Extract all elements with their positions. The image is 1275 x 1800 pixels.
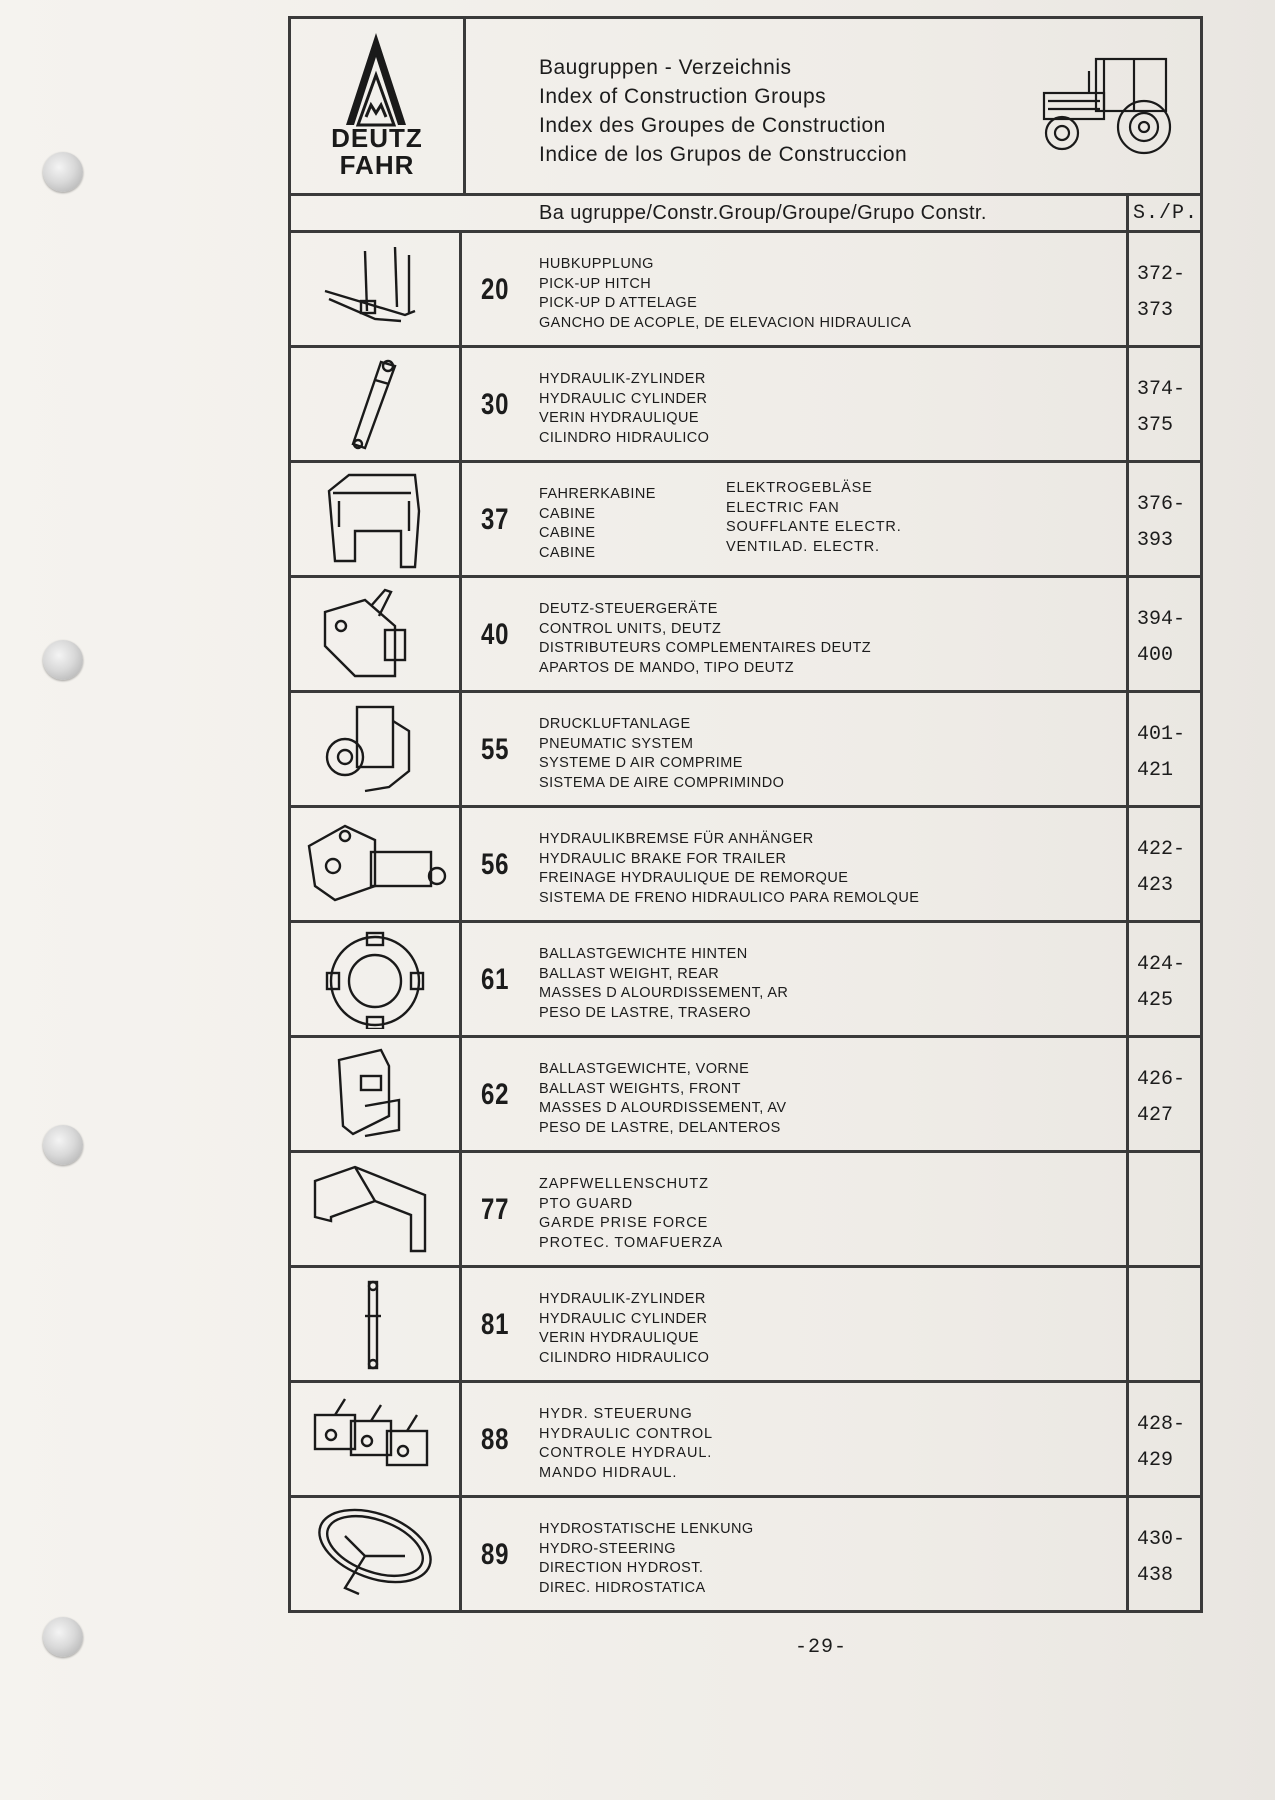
desc-fr: MASSES D ALOURDISSEMENT, AV: [539, 1100, 787, 1116]
page-end: 427: [1137, 1104, 1174, 1127]
desc-en: HYDRAULIC CYLINDER: [539, 1310, 708, 1327]
page-end: 393: [1137, 529, 1174, 552]
brand-line-2: FAHR: [339, 150, 415, 180]
rear-weight-icon: [305, 931, 445, 1029]
desc-es: PESO DE LASTRE, TRASERO: [539, 1004, 751, 1021]
page-range: [1126, 808, 1200, 920]
group-row: [291, 233, 1200, 348]
group-description: [539, 1520, 754, 1598]
group-row: [291, 923, 1200, 1038]
group-image: [291, 348, 462, 460]
cab-icon: [305, 471, 445, 569]
page-start: 426-: [1137, 1068, 1186, 1091]
page-start: 401-: [1137, 723, 1186, 746]
desc-de: HYDR. STEUERUNG: [539, 1406, 693, 1422]
group-image: [291, 1268, 462, 1380]
page-range: [1126, 1038, 1200, 1150]
steering-wheel-icon: [305, 1506, 445, 1604]
desc-es: PESO DE LASTRE, DELANTEROS: [539, 1119, 781, 1136]
group-number: 77: [481, 1193, 510, 1226]
compressor-icon: [305, 701, 445, 799]
group-row: [291, 348, 1200, 463]
desc-fr: VERIN HYDRAULIQUE: [539, 1330, 699, 1346]
desc-en: PICK-UP HITCH: [539, 275, 652, 292]
title-french: Index des Groupes de Construction: [539, 114, 886, 137]
group-description: [539, 255, 911, 333]
desc-en: PNEUMATIC SYSTEM: [539, 735, 694, 752]
page-end: 438: [1137, 1564, 1174, 1587]
desc-en: CONTROL UNITS, DEUTZ: [539, 620, 722, 637]
title-english: Index of Construction Groups: [539, 85, 827, 108]
group-image: [291, 693, 462, 805]
desc-fr: CABINE: [539, 525, 596, 541]
group-image: [291, 233, 462, 345]
desc2-fr: SOUFFLANTE ELECTR.: [726, 519, 902, 535]
page-range: [1126, 233, 1200, 345]
page-range: [1126, 578, 1200, 690]
page-range: [1126, 1383, 1200, 1495]
group-number: 55: [481, 733, 510, 766]
group-image: [291, 808, 462, 920]
desc-fr: GARDE PRISE FORCE: [539, 1215, 709, 1231]
page-number: -29-: [795, 1636, 848, 1659]
brand-line-1: DEUTZ: [331, 123, 423, 153]
title-german: Baugruppen - Verzeichnis: [539, 56, 792, 79]
desc-de: DEUTZ-STEUERGERÄTE: [539, 601, 718, 617]
group-number: 62: [481, 1078, 510, 1111]
page-range: [1126, 1268, 1200, 1380]
page-start: 428-: [1137, 1413, 1186, 1436]
thin-cylinder-icon: [305, 1276, 445, 1374]
index-table: [288, 16, 1203, 1613]
logo: [291, 19, 466, 193]
page-start: 430-: [1137, 1528, 1186, 1551]
tractor-icon: [1034, 51, 1184, 163]
group-image: [291, 1153, 462, 1265]
punch-hole: [43, 1617, 83, 1657]
desc-de: HYDRAULIK-ZYLINDER: [539, 371, 706, 387]
page-range: [1126, 693, 1200, 805]
desc-en: HYDRAULIC CONTROL: [539, 1425, 714, 1442]
hydraulic-control-icon: [305, 1391, 455, 1489]
group-row: [291, 1268, 1200, 1383]
page-start: 376-: [1137, 493, 1186, 516]
group-description: [539, 485, 656, 563]
group-description: [539, 945, 788, 1023]
group-row: [291, 693, 1200, 808]
group-number: 20: [481, 273, 510, 306]
group-list: [291, 233, 1200, 1610]
desc-es: SISTEMA DE AIRE COMPRIMINDO: [539, 774, 785, 791]
desc-de: HYDRAULIK-ZYLINDER: [539, 1291, 706, 1307]
group-image: [291, 1038, 462, 1150]
group-description: [539, 1405, 713, 1483]
page-range: [1126, 1498, 1200, 1610]
desc-en: BALLAST WEIGHTS, FRONT: [539, 1080, 741, 1097]
desc-es: DIREC. HIDROSTATICA: [539, 1579, 706, 1596]
desc-es: APARTOS DE MANDO, TIPO DEUTZ: [539, 659, 795, 676]
group-image: [291, 923, 462, 1035]
desc2-es: VENTILAD. ELECTR.: [726, 538, 880, 555]
group-number: 40: [481, 618, 510, 651]
desc-fr: FREINAGE HYDRAULIQUE DE REMORQUE: [539, 870, 849, 886]
page-end: 425: [1137, 989, 1174, 1012]
group-row: [291, 463, 1200, 578]
group-number: 88: [481, 1423, 510, 1456]
page-end: 421: [1137, 759, 1174, 782]
desc-en: HYDRAULIC CYLINDER: [539, 390, 708, 407]
page-range: [1126, 348, 1200, 460]
desc-de: HYDRAULIKBREMSE FÜR ANHÄNGER: [539, 831, 814, 847]
group-image: [291, 463, 462, 575]
desc-en: HYDRAULIC BRAKE FOR TRAILER: [539, 850, 787, 867]
group-number: 61: [481, 963, 510, 996]
desc-es: MANDO HIDRAUL.: [539, 1464, 678, 1481]
title-block: [539, 53, 907, 169]
group-row: [291, 1153, 1200, 1268]
page-start: 394-: [1137, 608, 1186, 631]
title-spanish: Indice de los Grupos de Construccion: [539, 143, 908, 166]
desc-es: CABINE: [539, 544, 596, 561]
desc-fr: SYSTEME D AIR COMPRIME: [539, 755, 743, 771]
desc-en: PTO GUARD: [539, 1195, 634, 1212]
desc-de: HUBKUPPLUNG: [539, 256, 654, 272]
page-range: [1126, 463, 1200, 575]
desc-en: CABINE: [539, 505, 596, 522]
page-start: 372-: [1137, 263, 1186, 286]
group-row: [291, 808, 1200, 923]
group-description: [539, 1060, 786, 1138]
column-divider: [1126, 196, 1129, 230]
desc-fr: MASSES D ALOURDISSEMENT, AR: [539, 985, 789, 1001]
punch-hole: [43, 640, 83, 680]
desc-es: CILINDRO HIDRAULICO: [539, 1349, 710, 1366]
desc-de: HYDROSTATISCHE LENKUNG: [539, 1521, 754, 1537]
desc-en: BALLAST WEIGHT, REAR: [539, 965, 720, 982]
brake-valve-icon: [305, 816, 455, 914]
desc-de: BALLASTGEWICHTE, VORNE: [539, 1061, 750, 1077]
group-description: [539, 370, 709, 448]
desc-en: HYDRO-STEERING: [539, 1540, 676, 1557]
cylinder-icon: [305, 356, 445, 454]
page-end: 400: [1137, 644, 1174, 667]
header: [291, 19, 1200, 196]
group-description-secondary: [726, 479, 902, 557]
page-range: [1126, 923, 1200, 1035]
page-end: 429: [1137, 1449, 1174, 1472]
punch-hole: [43, 152, 83, 192]
desc-es: PROTEC. TOMAFUERZA: [539, 1234, 724, 1251]
group-row: [291, 1498, 1200, 1610]
desc-de: ZAPFWELLENSCHUTZ: [539, 1176, 709, 1192]
group-number: 30: [481, 388, 510, 421]
page-end: 375: [1137, 414, 1174, 437]
punch-hole: [43, 1125, 83, 1165]
group-description: [539, 600, 871, 678]
desc-fr: CONTROLE HYDRAUL.: [539, 1445, 713, 1461]
desc-fr: DISTRIBUTEURS COMPLEMENTAIRES DEUTZ: [539, 640, 871, 656]
page-start: 374-: [1137, 378, 1186, 401]
desc-es: SISTEMA DE FRENO HIDRAULICO PARA REMOLQUE: [539, 889, 920, 906]
group-row: [291, 578, 1200, 693]
group-description: [539, 1290, 709, 1368]
desc2-de: ELEKTROGEBLÄSE: [726, 480, 873, 496]
control-valve-icon: [305, 586, 445, 684]
page-end: 373: [1137, 299, 1174, 322]
desc-es: GANCHO DE ACOPLE, DE ELEVACION HIDRAULICA: [539, 314, 912, 331]
group-image: [291, 578, 462, 690]
column-header-pages: S./P.: [1133, 202, 1199, 225]
group-number: 56: [481, 848, 510, 881]
desc-fr: DIRECTION HYDROST.: [539, 1560, 704, 1576]
group-description: [539, 1175, 723, 1253]
group-description: [539, 715, 784, 793]
group-number: 37: [481, 503, 510, 536]
desc-es: CILINDRO HIDRAULICO: [539, 429, 710, 446]
desc-de: DRUCKLUFTANLAGE: [539, 716, 691, 732]
group-image: [291, 1383, 462, 1495]
page-end: 423: [1137, 874, 1174, 897]
pto-guard-icon: [305, 1161, 445, 1259]
desc-fr: PICK-UP D ATTELAGE: [539, 295, 698, 311]
desc-de: FAHRERKABINE: [539, 486, 656, 502]
group-row: [291, 1038, 1200, 1153]
desc-fr: VERIN HYDRAULIQUE: [539, 410, 699, 426]
hitch-icon: [305, 241, 445, 339]
desc2-en: ELECTRIC FAN: [726, 499, 840, 516]
column-header: [291, 196, 1200, 233]
group-number: 81: [481, 1308, 510, 1341]
page-start: 424-: [1137, 953, 1186, 976]
desc-de: BALLASTGEWICHTE HINTEN: [539, 946, 748, 962]
page-range: [1126, 1153, 1200, 1265]
group-row: [291, 1383, 1200, 1498]
column-header-label: Ba ugruppe/Constr.Group/Groupe/Grupo Constr.: [539, 202, 987, 224]
front-weight-icon: [305, 1046, 445, 1144]
group-image: [291, 1498, 462, 1610]
group-description: [539, 830, 919, 908]
group-number: 89: [481, 1538, 510, 1571]
page-start: 422-: [1137, 838, 1186, 861]
deutz-logo-icon: [296, 25, 456, 135]
